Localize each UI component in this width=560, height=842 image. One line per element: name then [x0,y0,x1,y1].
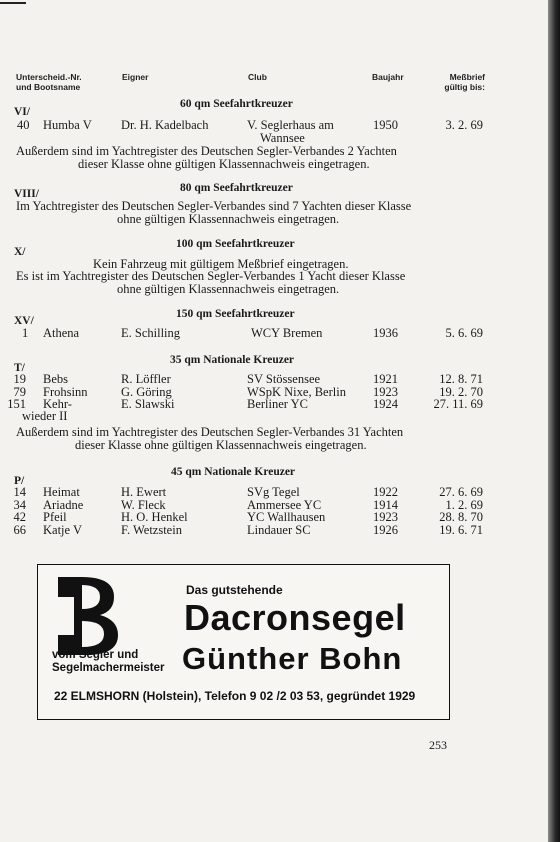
class-mark: XV/ [14,315,34,327]
ad-occupation: vom Segler und Segelmachermeister [52,649,165,674]
class-mark: T/ [14,362,25,374]
note-text: dieser Klasse ohne gültigen Klassennachweis eingetragen. [75,438,367,452]
entry-boat: Frohsinn [43,384,88,399]
advertisement-box [37,564,450,720]
entry-club: SV Stössensee [247,372,321,386]
entry-year: 1950 [373,118,398,132]
entry-year: 1923 [373,510,398,524]
entry-owner: G. Göring [121,384,172,399]
entry-nr: 151 [7,397,26,411]
note-text: Außerdem sind im Yachtregister des Deutschen Segler-Verbandes 2 Yachten [16,144,397,158]
section-title: 100 qm Seefahrtkreuzer [176,238,295,250]
entry-owner: H. O. Henkel [121,510,188,524]
note-text: ohne gültigen Klassennachweis eingetragen. [117,212,340,226]
entry-cert: 12. 8. 71 [439,372,483,386]
entry-owner: W. Fleck [121,497,166,512]
entry-owner: H. Ewert [121,485,167,499]
col-header-year: Baujahr [372,72,404,82]
top-rule [0,2,26,4]
entry-club: Lindauer SC [247,522,311,537]
entry-cert: 19. 6. 71 [439,522,483,537]
ad-name: Günther Bohn [182,641,403,676]
entry-boat: Pfeil [43,510,67,524]
entry-boat: Katje V [43,522,82,537]
entry-year: 1924 [373,397,398,411]
ad-tagline: Das gutstehende [186,583,283,597]
page-number: 253 [429,738,447,752]
entry-nr: 1 [22,326,29,340]
note-text: Außerdem sind im Yachtregister des Deutschen Segler-Verbandes 31 Yachten [16,425,404,439]
note-text: Es ist im Yachtregister des Deutschen Segler-Verbandes 1 Yacht dieser Klasse [16,269,406,283]
entry-nr: 79 [13,384,26,399]
note-text: dieser Klasse ohne gültigen Klassennachweis eingetragen. [78,157,370,171]
entry-club: WCY Bremen [251,326,323,340]
class-mark: P/ [14,475,25,487]
section-title: 80 qm Seefahrtkreuzer [180,182,293,194]
entry-year: 1936 [373,326,398,340]
entry-boat: Kehr- [43,397,72,411]
entry-boat: Bebs [43,372,68,386]
entry-year: 1926 [373,522,398,537]
class-mark: VI/ [14,106,30,118]
section-title: 45 qm Nationale Kreuzer [171,466,296,478]
entry-year: 1922 [373,485,398,499]
entry-cert: 27. 6. 69 [439,485,483,499]
entry-nr: 40 [17,118,30,132]
entry-owner: F. Wetzstein [121,522,182,537]
entry-cert: 1. 2. 69 [445,497,483,512]
entry-boat-cont: wieder II [22,409,68,423]
entry-boat: Ariadne [43,497,84,512]
col-header-cert: Meßbrief gültig bis: [444,72,485,92]
entry-club: WSpK Nixe, Berlin [247,384,346,399]
entry-cert: 27. 11. 69 [433,397,483,411]
entry-year: 1923 [373,384,398,399]
entry-year: 1914 [373,497,398,512]
entry-club: V. Seglerhaus am [247,118,334,132]
entry-club: Ammersee YC [247,497,322,512]
entry-club: Wannsee [260,131,305,145]
entry-club: Berliner YC [247,397,308,411]
entry-boat: Heimat [43,485,80,499]
note-text: Kein Fahrzeug mit gültigem Meßbrief eingetragen. [93,257,349,271]
note-text: ohne gültigen Klassennachweis eingetragen. [117,282,340,296]
book-spine [548,0,560,842]
entry-nr: 66 [13,522,26,537]
col-header-owner: Eigner [122,72,149,82]
entry-cert: 28. 8. 70 [439,510,483,524]
entry-club: YC Wallhausen [247,510,326,524]
entry-boat: Athena [43,326,80,340]
entry-nr: 42 [13,510,26,524]
col-header-nr: Unterscheid.-Nr. und Bootsname [16,72,82,92]
entry-owner: Dr. H. Kadelbach [121,118,209,132]
entry-cert: 19. 2. 70 [439,384,483,399]
entry-owner: E. Slawski [121,397,175,411]
entry-nr: 19 [13,372,26,386]
ad-headline: Dacronsegel [184,597,406,638]
section-title: 150 qm Seefahrtkreuzer [176,308,295,320]
class-mark: X/ [14,246,26,258]
ad-address: 22 ELMSHORN (Holstein), Telefon 9 02 /2 03 53, gegründet 1929 [54,689,416,703]
entry-owner: E. Schilling [121,326,181,340]
entry-owner: R. Löffler [121,372,171,386]
section-title: 35 qm Nationale Kreuzer [170,354,295,366]
entry-nr: 14 [13,485,26,499]
section-title: 60 qm Seefahrtkreuzer [180,98,293,110]
class-mark: VIII/ [14,188,39,200]
entry-year: 1921 [373,372,398,386]
b-logo-icon [52,573,122,657]
entry-nr: 34 [13,497,26,512]
note-text: Im Yachtregister des Deutschen Segler-Verbandes sind 7 Yachten dieser Klasse [16,199,412,213]
entry-club: SVg Tegel [247,485,300,499]
entry-cert: 5. 6. 69 [445,326,483,340]
entry-boat: Humba V [43,118,92,132]
col-header-club: Club [248,72,267,82]
entry-cert: 3. 2. 69 [445,118,483,132]
